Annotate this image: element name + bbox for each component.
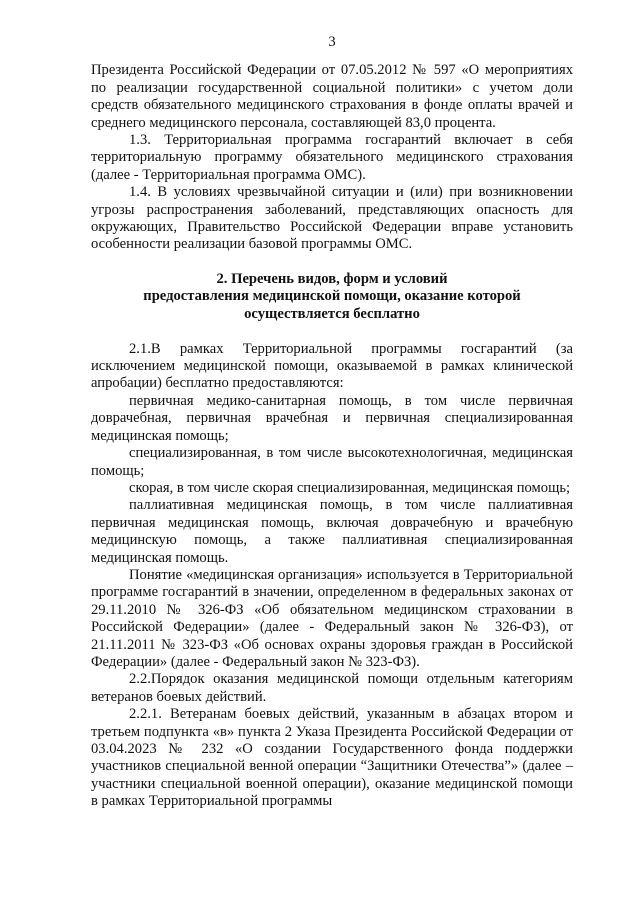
list-item-specialized-care: специализированная, в том числе высокотехнологичная, медицинская помощь;: [91, 445, 573, 479]
paragraph-continuation: Президента Российской Федерации от 07.05.2012 № 597 «О мероприятиях по реализации государственной социальной политики» с учетом доли средств обязательного медицинского страхования в фонде оплаты врачей и среднего медицинского персонала, составляющей 83,0 процента.: [91, 62, 573, 131]
list-item-palliative-care: паллиативная медицинская помощь, в том числе паллиативная первичная медицинская помощь, включая доврачебную и врачебную медицинскую помощь, а также паллиативная специализированная медицинская помощь.: [91, 497, 573, 566]
section-heading-line-3: осуществляется бесплатно: [244, 306, 420, 323]
list-item-emergency-care: скорая, в том числе скорая специализированная, медицинская помощь;: [129, 479, 571, 496]
list-item-primary-care: первичная медико-санитарная помощь, в том числе первичная доврачебная, первичная врачебная и первичная специализированная медицинская помощь;: [91, 392, 573, 444]
section-heading-line-2: предоставления медицинской помощи, оказание которой: [143, 288, 521, 305]
paragraph-medical-organization: Понятие «медицинская организация» используется в Территориальной программе госгарантий в значении, определенном в федеральных законах от 29.11.2010 № 326-ФЗ «Об обязательном медицинском страховании в Российской Федерации» (далее - Федеральный закон № 326-ФЗ), от 21.11.2011 № 323-ФЗ «Об основах охраны здоровья граждан в Российской Федерации» (далее - Федеральный закон № 323-ФЗ).: [91, 566, 573, 670]
paragraph-2-2: 2.2.Порядок оказания медицинской помощи отдельным категориям ветеранов боевых действий.: [91, 671, 573, 705]
paragraph-2-2-1: 2.2.1. Ветеранам боевых действий, указанным в абзацах втором и третьем подпункта «в» пункта 2 Указа Президента Российской Федерации от 03.04.2023 № 232 «О создании Государственного фонда поддержки участников специальной венной операции “Защитники Отечества”» (далее – участники специальной военной операции), оказание медицинской помощи в рамках Территориальной программы: [91, 706, 573, 810]
paragraph-1-4: 1.4. В условиях чрезвычайной ситуации и (или) при возникновении угрозы распространения заболеваний, представляющих опасность для окружающих, Правительство Российской Федерации вправе установить особенности реализации базовой программы ОМС.: [91, 184, 573, 253]
paragraph-2-1: 2.1.В рамках Территориальной программы госгарантий (за исключением медицинской помощи, оказываемой в рамках клинической апробации) бесплатно предоставляются:: [91, 340, 573, 392]
page-number: 3: [328, 34, 336, 50]
document-page: [91, 34, 573, 811]
paragraph-1-3: 1.3. Территориальная программа госгарантий включает в себя территориальную программу обязательного медицинского страхования (далее - Территориальная программа ОМС).: [91, 132, 573, 183]
section-heading-line-1: 2. Перечень видов, форм и условий: [216, 270, 448, 287]
section-heading: [91, 271, 573, 324]
